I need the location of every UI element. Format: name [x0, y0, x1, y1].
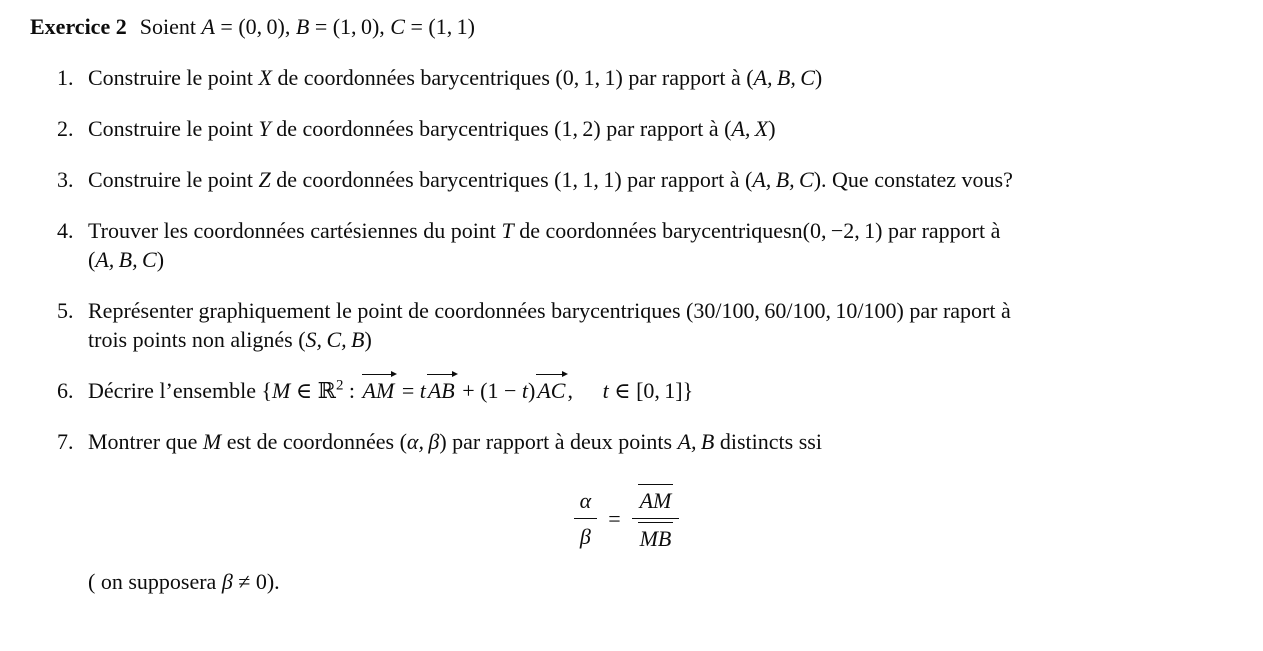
text-segment: Représenter graphiquement le point de coordonnées barycentriques (30/100, 60/100, 10/100) par raport à: [88, 298, 1011, 323]
denominator-beta: β: [579, 524, 591, 549]
math-symbol: T: [501, 218, 514, 243]
text-segment: ). Que constatez vous?: [813, 167, 1013, 192]
display-formula: [30, 484, 1223, 553]
math-symbol: t: [419, 378, 426, 403]
vector-notation: AC: [537, 378, 566, 403]
math-symbol: α, β: [406, 429, 440, 454]
item-text: [88, 296, 1011, 354]
text-segment: :: [343, 378, 361, 403]
text-segment: ( on supposera: [88, 569, 222, 594]
math-symbol: M: [202, 429, 222, 454]
math-symbol: A: [201, 14, 215, 39]
fraction-alpha-beta: [574, 486, 598, 551]
list-item-5: [30, 296, 1223, 354]
text-segment: Décrire l’ensemble {: [88, 378, 273, 403]
item-text: [88, 427, 822, 456]
list-item-2: [30, 114, 1223, 143]
math-symbol: Y: [258, 116, 271, 141]
text-segment: Trouver les coordonnées cartésiennes du point: [88, 218, 502, 243]
text-segment: = (1, 0),: [309, 14, 391, 39]
overline-mb: MB: [638, 522, 674, 553]
exercise-title: [30, 12, 1223, 41]
item-text: [88, 165, 1013, 194]
exercise-list: [30, 63, 1223, 456]
math-symbol: S, C, B: [305, 327, 365, 352]
text-segment: Construire le point: [88, 167, 259, 192]
math-symbol: t: [521, 378, 529, 403]
text-segment: ): [364, 327, 372, 352]
text-segment: = (0, 0),: [214, 14, 296, 39]
item-number: 2.: [57, 116, 74, 141]
text-segment: Construire le point: [88, 65, 259, 90]
math-symbol: A, B: [677, 429, 715, 454]
title-text: [140, 14, 475, 39]
text-segment: =: [396, 378, 420, 403]
superscript: 2: [335, 377, 344, 394]
item-text: [88, 114, 776, 143]
item-number: 1.: [57, 65, 74, 90]
list-item-6: [30, 376, 1223, 405]
math-symbol: β: [221, 569, 233, 594]
math-symbol: M: [272, 378, 291, 403]
text-segment: ): [528, 378, 536, 403]
list-item-4: [30, 216, 1223, 274]
text-segment: est de coordonnées (: [221, 429, 407, 454]
item-text: [88, 63, 822, 92]
item-number: 3.: [57, 167, 74, 192]
math-symbol: A, B, C: [753, 65, 815, 90]
list-item-1: [30, 63, 1223, 92]
list-item-7: [30, 427, 1223, 456]
text-segment: de coordonnées barycentriques (1, 1, 1) par rapport à (: [270, 167, 753, 192]
assumption-note: [88, 567, 1223, 596]
text-segment: = (1, 1): [404, 14, 475, 39]
text-segment: Construire le point: [88, 116, 259, 141]
fraction-am-mb: [632, 484, 680, 553]
text-segment: de coordonnées barycentriques (0, 1, 1) par rapport à (: [271, 65, 754, 90]
item-text: [88, 216, 1000, 274]
text-segment: ): [814, 65, 823, 90]
text-segment: + (1 −: [456, 378, 522, 403]
text-segment: ): [156, 247, 165, 272]
text-segment: trois points non alignés (: [88, 327, 306, 352]
vector-notation: AM: [362, 378, 395, 403]
item-number: 6.: [57, 378, 74, 403]
math-symbol: C: [390, 14, 405, 39]
equals-sign: =: [608, 506, 621, 531]
text-segment: ,: [567, 378, 573, 403]
item-text: [88, 376, 693, 405]
text-segment: (: [88, 247, 96, 272]
math-symbol: t: [602, 378, 609, 403]
item-number: 4.: [57, 218, 74, 243]
vector-notation: AB: [427, 378, 455, 403]
item-number: 7.: [57, 429, 74, 454]
denominator-mb: [632, 519, 680, 553]
text-segment: ≠ 0).: [232, 569, 280, 594]
text-segment: de coordonnées barycentriques (1, 2) par rapport à (: [270, 116, 732, 141]
text-segment: Soient: [139, 14, 202, 39]
math-symbol: A, B, C: [752, 167, 814, 192]
math-symbol: A, X: [731, 116, 769, 141]
list-item-3: [30, 165, 1223, 194]
text-segment: ∈ ℝ: [290, 378, 336, 403]
text-segment: ): [768, 116, 776, 141]
math-symbol: X: [258, 65, 272, 90]
exercise-label: Exercice 2: [30, 14, 127, 39]
text-segment: ∈ [0, 1]}: [608, 378, 694, 403]
math-symbol: B: [295, 14, 310, 39]
text-segment: de coordonnées barycentriquesn(0, −2, 1) par rapport à: [513, 218, 1001, 243]
math-symbol: Z: [258, 167, 271, 192]
text-segment: Montrer que: [88, 429, 203, 454]
item-number: 5.: [57, 298, 74, 323]
overline-am: AM: [638, 484, 674, 515]
numerator-alpha: α: [574, 486, 598, 519]
math-symbol: A, B, C: [95, 247, 157, 272]
numerator-am: [632, 484, 680, 519]
text-segment: ) par rapport à deux points: [439, 429, 678, 454]
text-segment: distincts ssi: [714, 429, 822, 454]
